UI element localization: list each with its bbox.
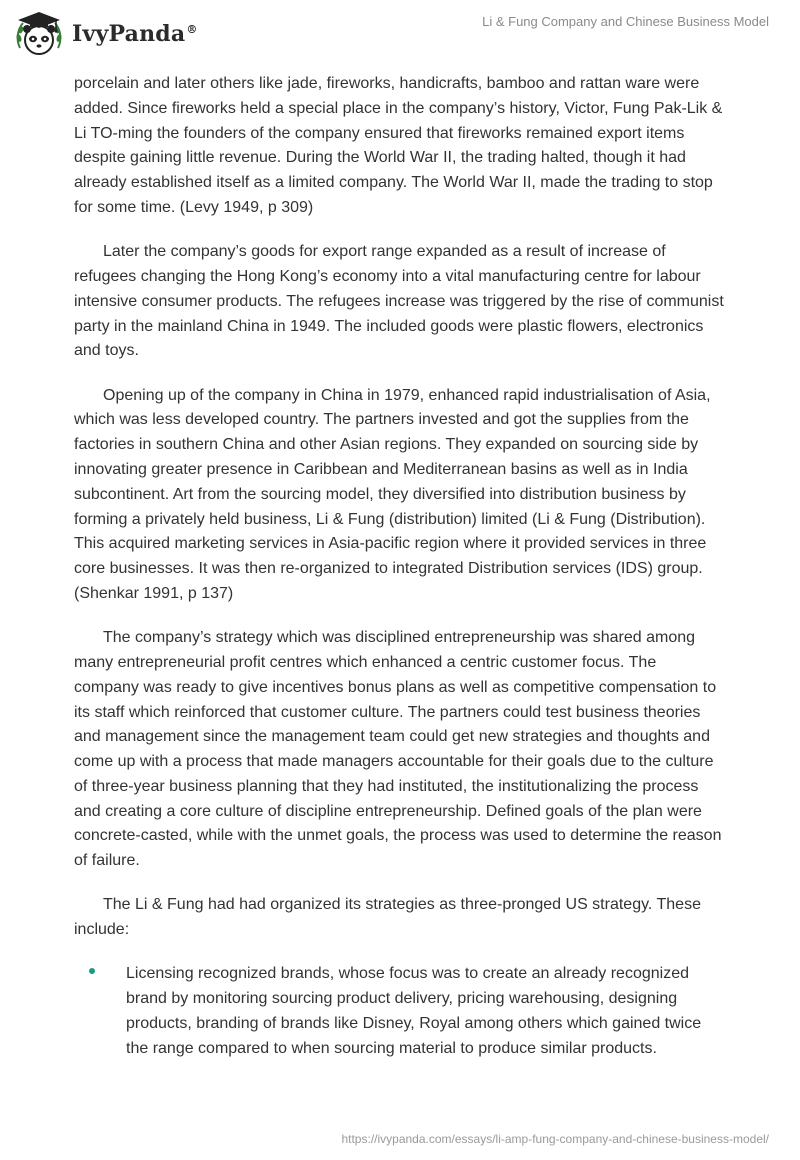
bullet-icon	[89, 968, 95, 974]
document-title: Li & Fung Company and Chinese Business Model	[482, 14, 769, 29]
paragraph: The Li & Fung had had organized its strategies as three-pronged US strategy. These include:	[74, 896, 701, 939]
page-header	[0, 0, 800, 72]
list-item-text: Licensing recognized brands, whose focus was to create an already recognized brand by monitoring sourcing product delivery, pricing warehousing, designing products, branding of brands like Disney, Royal among others which gained twice the range compared to when sourcing material to produce similar products.	[126, 965, 702, 1057]
brand-name: IvyPanda®	[72, 21, 198, 47]
paragraph: Later the company’s goods for export range expanded as a result of increase of refugees changing the Hong Kong’s economy into a vital manufacturing centre for labour intensive consumer products. The refugees increase was triggered by the rise of communist party in the mainland China in 1949. The included goods were plastic flowers, electronics and toys.	[74, 243, 724, 360]
registered-mark: ®	[186, 22, 198, 36]
source-url-link[interactable]: https://ivypanda.com/essays/li-amp-fung-company-and-chinese-business-model/	[341, 1132, 769, 1146]
paragraph: Opening up of the company in China in 1979, enhanced rapid industrialisation of Asia, which was less developed country. The partners invested and got the supplies from the factories in southern China and other Asian regions. They expanded on sourcing side by innovating greater presence in Caribbean and Mediterranean basins as well as in India subcontinent. Art from the sourcing model, they diversified into distribution business by forming a privately held business, Li & Fung (distribution) limited (Li & Fung (Distribution). This acquired marketing services in Asia-pacific region where it provided services in three core businesses. It was then re-organized to integrated Distribution services (IDS) group. (Shenkar 1991, p 137)	[74, 386, 711, 602]
paragraph: The company’s strategy which was disciplined entrepreneurship was shared among many entrepreneurial profit centres which enhanced a centric customer focus. The company was ready to give incentives bonus plans as well as competitive compensation to its staff which reinforced that customer culture. The partners could test business theories and management since the management team could get new strategies and thoughts and come up with a process that made managers accountable for their goals due to the culture of three-year business planning that they had instituted, the institutionalizing the process and creating a core culture of discipline entrepreneurship. Defined goals of the plan were concrete-casted, while with the unmet goals, the process was used to determine the reason of failure.	[74, 629, 722, 870]
ivypanda-logo[interactable]	[14, 8, 198, 60]
essay-body	[74, 72, 724, 1062]
list-item	[74, 962, 724, 1061]
panda-graduate-icon	[14, 8, 64, 60]
paragraph: porcelain and later others like jade, fireworks, handicrafts, bamboo and rattan ware were added. Since fireworks held a special place in the company’s history, Victor, Fung Pak-Lik & Li TO-ming the founders of the company ensured that fireworks remained export items despite gaining little revenue. During the World War II, the trading halted, though it had already established itself as a limited company. The World War II, made the trading to stop for some time. (Levy 1949, p 309)	[74, 75, 723, 216]
strategy-list	[74, 962, 724, 1061]
